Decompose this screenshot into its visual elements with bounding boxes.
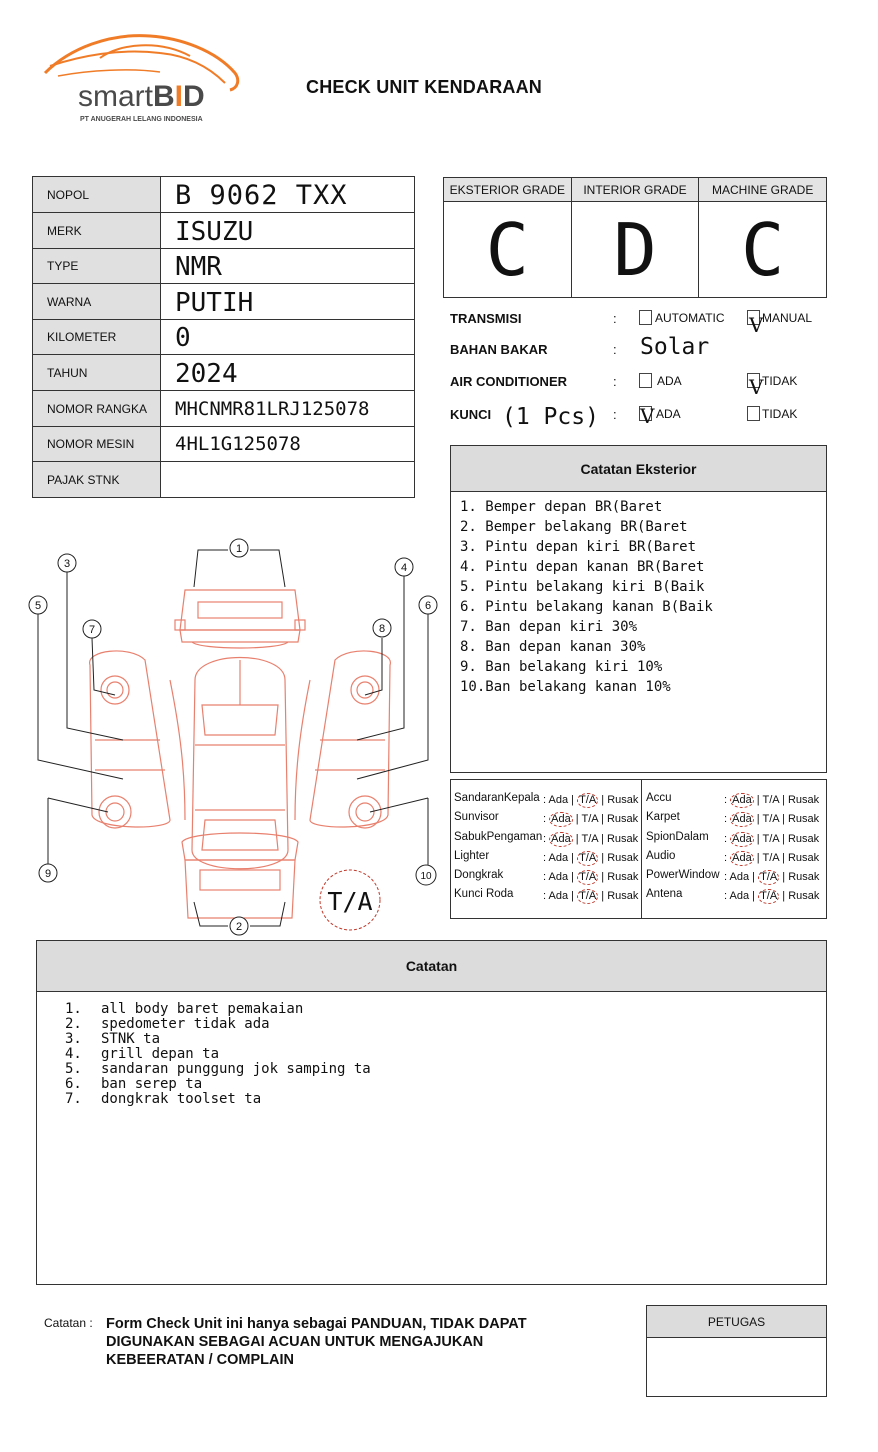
- colon: :: [613, 374, 617, 389]
- callout-6: [419, 596, 437, 614]
- separator: |: [598, 871, 608, 883]
- status-option-ada[interactable]: Ada: [732, 813, 752, 825]
- status-option-ta[interactable]: T/A: [762, 852, 779, 864]
- separator: |: [753, 813, 763, 825]
- info-value: [161, 462, 414, 497]
- callout-3: [58, 554, 76, 572]
- colon: :: [724, 890, 730, 902]
- footer-label: Catatan :: [44, 1316, 93, 1330]
- callout-number: 8: [378, 623, 386, 635]
- kunci-ada-check-mark: V: [640, 404, 655, 428]
- grade-label: EKSTERIOR GRADE: [444, 178, 571, 202]
- vehicle-info-table: [32, 176, 415, 498]
- transmisi-label: TRANSMISI: [450, 311, 522, 326]
- list-item: 4. Pintu depan kanan BR(Baret: [460, 559, 705, 575]
- status-option-rusak[interactable]: Rusak: [607, 890, 639, 902]
- list-item-number: 7.: [65, 1091, 82, 1107]
- callout-number: 6: [424, 600, 432, 612]
- list-item: [65, 1077, 826, 1092]
- colon: :: [543, 890, 549, 902]
- list-item-text: ban serep ta: [101, 1076, 203, 1092]
- status-option-rusak[interactable]: Rusak: [607, 852, 639, 864]
- separator: |: [568, 794, 578, 806]
- info-value: 4HL1G125078: [175, 433, 301, 455]
- accessory-status-options: [724, 851, 819, 866]
- callout-1: [230, 539, 248, 557]
- truck-front-view: [175, 590, 305, 648]
- callout-2: [230, 917, 248, 935]
- notes-box: [36, 940, 827, 1285]
- list-item: 10.Ban belakang kanan 10%: [460, 679, 671, 695]
- status-option-ta[interactable]: T/A: [581, 833, 598, 845]
- accessory-name: Dongkrak: [454, 869, 504, 881]
- list-item: 3. Pintu depan kiri BR(Baret: [460, 539, 697, 555]
- callout-4: [395, 558, 413, 576]
- colon: :: [724, 871, 730, 883]
- accessory-name: Accu: [646, 792, 672, 804]
- petugas-box: [646, 1305, 827, 1397]
- status-option-ada[interactable]: Ada: [548, 794, 569, 806]
- accessory-name: Kunci Roda: [454, 888, 514, 900]
- status-option-ta[interactable]: T/A: [762, 794, 779, 806]
- info-row-kilometer: [33, 320, 414, 355]
- colon: :: [613, 342, 617, 357]
- status-option-rusak[interactable]: Rusak: [787, 833, 820, 845]
- list-item: 5. Pintu belakang kiri B(Baik: [460, 579, 705, 595]
- bahan-bakar-label: BAHAN BAKAR: [450, 342, 548, 357]
- kunci-ada-option-label: ADA: [656, 407, 681, 421]
- colon: :: [543, 852, 549, 864]
- colon: :: [724, 794, 731, 806]
- separator: |: [568, 890, 578, 902]
- status-option-ada[interactable]: Ada: [551, 813, 571, 825]
- separator: |: [749, 890, 759, 902]
- info-row-nomor-mesin: [33, 427, 414, 462]
- info-label: NOPOL: [33, 177, 161, 212]
- exterior-notes-list: [451, 492, 826, 697]
- separator: |: [753, 852, 763, 864]
- stamp-text: T/A: [327, 887, 373, 916]
- info-label: TAHUN: [33, 355, 161, 390]
- accessory-status-options: [543, 889, 638, 904]
- list-item: [65, 1047, 826, 1062]
- separator: |: [779, 890, 789, 902]
- ta-stamp: [320, 870, 380, 930]
- info-row-nomor-rangka: [33, 391, 414, 427]
- truck-top-view: [192, 658, 288, 869]
- info-label: NOMOR MESIN: [33, 427, 161, 461]
- accessory-status-options: [724, 870, 819, 885]
- status-option-ta[interactable]: T/A: [760, 890, 778, 902]
- callout-number: 4: [400, 562, 408, 574]
- callout-number: 10: [420, 871, 432, 882]
- colon: :: [613, 311, 617, 326]
- bahan-bakar-value: Solar: [640, 334, 710, 360]
- status-option-rusak[interactable]: Rusak: [606, 833, 639, 845]
- brand-text-i: I: [174, 80, 184, 113]
- separator: |: [779, 852, 788, 864]
- list-item: 6. Pintu belakang kanan B(Baik: [460, 599, 713, 615]
- truck-rear-view: [182, 833, 298, 918]
- callout-number: 3: [63, 558, 71, 570]
- separator: |: [753, 794, 763, 806]
- list-item-number: 5.: [65, 1061, 82, 1077]
- status-option-ada[interactable]: Ada: [732, 833, 752, 845]
- status-option-rusak[interactable]: Rusak: [787, 813, 820, 825]
- ac-tidak-option-label: TIDAK: [762, 374, 798, 388]
- column-divider: [641, 780, 642, 918]
- separator: |: [572, 813, 582, 825]
- accessory-name: Lighter: [454, 850, 490, 862]
- company-name: PT ANUGERAH LELANG INDONESIA: [80, 116, 203, 123]
- list-item-number: 1.: [65, 1001, 82, 1017]
- manual-check-mark: V: [749, 313, 764, 337]
- status-option-ta[interactable]: T/A: [581, 813, 598, 825]
- accessory-name: Antena: [646, 888, 683, 900]
- status-option-ada[interactable]: Ada: [548, 871, 569, 883]
- separator: |: [572, 833, 582, 845]
- list-item-number: 2.: [65, 1016, 82, 1032]
- automatic-option-label: AUTOMATIC: [655, 311, 725, 325]
- grade-value: C: [741, 207, 785, 292]
- notes-title: Catatan: [37, 941, 826, 992]
- status-option-ta[interactable]: T/A: [579, 890, 597, 902]
- separator: |: [598, 794, 608, 806]
- info-label: MERK: [33, 213, 161, 248]
- truck-left-side-view: [90, 651, 185, 828]
- footer-disclaimer: Form Check Unit ini hanya sebagai PANDUAN, TIDAK DAPAT DIGUNAKAN SEBAGAI ACUAN UNTUK MENGAJUKAN KEBEERATAN / COMPLAIN: [106, 1316, 527, 1368]
- info-label: TYPE: [33, 249, 161, 283]
- status-option-ada[interactable]: Ada: [732, 794, 752, 806]
- accessory-name: Audio: [646, 850, 676, 862]
- ac-ada-option-label: ADA: [657, 374, 682, 388]
- accessory-name: SabukPengaman: [454, 831, 543, 843]
- status-option-ada[interactable]: Ada: [729, 871, 750, 883]
- exterior-notes-box: [450, 445, 827, 773]
- accessory-name: SandaranKepala: [454, 792, 540, 804]
- list-item: [65, 1032, 826, 1047]
- status-option-ta[interactable]: T/A: [762, 813, 779, 825]
- info-value: NMR: [175, 252, 222, 282]
- colon: :: [724, 852, 731, 864]
- grade-machine: [699, 178, 826, 297]
- info-value: ISUZU: [175, 217, 254, 247]
- colon: :: [543, 833, 550, 845]
- status-option-ada[interactable]: Ada: [729, 890, 750, 902]
- brand-text-b: B: [153, 80, 175, 113]
- accessory-status-options: [724, 812, 819, 827]
- list-item: [65, 1017, 826, 1032]
- callout-number: 1: [235, 543, 243, 555]
- list-item-number: 4.: [65, 1046, 82, 1062]
- status-option-rusak[interactable]: Rusak: [788, 890, 820, 902]
- separator: |: [598, 852, 608, 864]
- status-option-rusak[interactable]: Rusak: [607, 794, 639, 806]
- callout-10: [416, 865, 436, 885]
- callout-number: 7: [88, 624, 96, 636]
- list-item-text: all body baret pemakaian: [101, 1001, 304, 1017]
- accessory-status-options: [543, 870, 638, 885]
- grade-exterior: [444, 178, 572, 297]
- kunci-tidak-option-label: TIDAK: [762, 407, 798, 421]
- info-row-tahun: [33, 355, 414, 391]
- vehicle-damage-diagram: [20, 530, 445, 940]
- status-option-ta[interactable]: T/A: [579, 871, 597, 883]
- separator: |: [598, 890, 608, 902]
- colon: :: [724, 833, 731, 845]
- info-label: KILOMETER: [33, 320, 161, 354]
- info-row-warna: [33, 284, 414, 320]
- list-item: 7. Ban depan kiri 30%: [460, 619, 638, 635]
- status-option-rusak[interactable]: Rusak: [787, 852, 820, 864]
- callout-number: 5: [34, 600, 42, 612]
- status-option-ada[interactable]: Ada: [548, 890, 569, 902]
- status-option-ada[interactable]: Ada: [548, 852, 569, 864]
- separator: |: [598, 813, 607, 825]
- status-option-ta[interactable]: T/A: [762, 833, 779, 845]
- info-label: WARNA: [33, 284, 161, 319]
- status-option-ta[interactable]: T/A: [579, 852, 597, 864]
- list-item: 2. Bemper belakang BR(Baret: [460, 519, 688, 535]
- colon: :: [543, 871, 549, 883]
- status-option-ada[interactable]: Ada: [551, 833, 571, 845]
- colon: :: [724, 813, 731, 825]
- kunci-label: KUNCI: [450, 407, 492, 422]
- status-option-rusak[interactable]: Rusak: [607, 871, 639, 883]
- status-option-ta[interactable]: T/A: [760, 871, 778, 883]
- callout-number: 9: [44, 868, 52, 880]
- ac-label: AIR CONDITIONER: [450, 374, 567, 389]
- separator: |: [753, 833, 763, 845]
- list-item-number: 6.: [65, 1076, 82, 1092]
- info-row-pajak-stnk: [33, 462, 414, 497]
- callout-7: [83, 620, 101, 638]
- accessory-status-options: [724, 793, 819, 808]
- info-label: NOMOR RANGKA: [33, 391, 161, 426]
- list-item: 9. Ban belakang kiri 10%: [460, 659, 663, 675]
- separator: |: [779, 813, 788, 825]
- separator: |: [779, 794, 788, 806]
- status-option-rusak[interactable]: Rusak: [788, 871, 820, 883]
- colon: :: [543, 794, 549, 806]
- grade-label: MACHINE GRADE: [699, 178, 826, 202]
- accessory-name: Sunvisor: [454, 811, 499, 823]
- brand-text-d: D: [183, 80, 205, 113]
- list-item-text: sandaran punggung jok samping ta: [101, 1061, 371, 1077]
- kunci-count: (1 Pcs): [502, 404, 599, 430]
- separator: |: [598, 833, 607, 845]
- info-value: B 9062 TXX: [175, 180, 348, 211]
- kunci-tidak-checkbox[interactable]: [747, 406, 760, 421]
- accessory-status-options: [543, 793, 638, 808]
- grade-interior: [572, 178, 700, 297]
- list-item: [65, 1092, 826, 1107]
- info-label: PAJAK STNK: [33, 462, 161, 497]
- smartbid-logo: [40, 28, 245, 133]
- accessory-status-options: [724, 832, 819, 847]
- automatic-checkbox[interactable]: [639, 310, 652, 325]
- info-value: 0: [175, 323, 191, 353]
- list-item: [65, 1062, 826, 1077]
- truck-right-side-view: [295, 651, 390, 828]
- separator: |: [779, 871, 789, 883]
- accessory-name: PowerWindow: [646, 869, 720, 881]
- accessories-box: [450, 779, 827, 919]
- accessory-status-options: [724, 889, 819, 904]
- callout-5: [29, 596, 47, 614]
- grade-value: D: [613, 207, 657, 292]
- list-item: [65, 1002, 826, 1017]
- list-item-text: dongkrak toolset ta: [101, 1091, 262, 1107]
- list-item-text: spedometer tidak ada: [101, 1016, 270, 1032]
- notes-list: [37, 992, 826, 1107]
- status-option-ta[interactable]: T/A: [579, 794, 597, 806]
- callout-8: [373, 619, 391, 637]
- ac-tidak-check-mark: V: [749, 375, 764, 399]
- list-item-number: 3.: [65, 1031, 82, 1047]
- list-item: 1. Bemper depan BR(Baret: [460, 499, 663, 515]
- separator: |: [568, 852, 578, 864]
- accessory-name: Karpet: [646, 811, 680, 823]
- info-row-type: [33, 249, 414, 284]
- page-title: CHECK UNIT KENDARAAN: [306, 77, 542, 97]
- info-row-merk: [33, 213, 414, 249]
- accessory-status-options: [543, 812, 638, 827]
- accessory-name: SpionDalam: [646, 831, 709, 843]
- callout-number: 2: [235, 921, 243, 933]
- ac-ada-checkbox[interactable]: [639, 373, 652, 388]
- accessory-status-options: [543, 832, 638, 847]
- accessory-status-options: [543, 851, 638, 866]
- grade-value: C: [485, 207, 530, 292]
- petugas-title: PETUGAS: [647, 1306, 826, 1338]
- manual-option-label: MANUAL: [762, 311, 813, 325]
- separator: |: [568, 871, 578, 883]
- colon: :: [543, 813, 550, 825]
- separator: |: [779, 833, 788, 845]
- callout-9: [39, 864, 57, 882]
- separator: |: [749, 871, 759, 883]
- list-item-text: grill depan ta: [101, 1046, 220, 1062]
- colon: :: [613, 407, 617, 422]
- status-option-rusak[interactable]: Rusak: [787, 794, 820, 806]
- grade-table: [443, 177, 827, 298]
- info-row-nopol: [33, 177, 414, 213]
- status-option-ada[interactable]: Ada: [732, 852, 752, 864]
- info-value: 2024: [175, 359, 238, 389]
- info-value: PUTIH: [175, 288, 254, 318]
- brand-text-smart: smart: [78, 80, 153, 113]
- grade-label: INTERIOR GRADE: [572, 178, 699, 202]
- info-value: MHCNMR81LRJ125078: [175, 398, 370, 420]
- list-item-text: STNK ta: [101, 1031, 161, 1047]
- exterior-notes-title: Catatan Eksterior: [451, 446, 826, 492]
- list-item: 8. Ban depan kanan 30%: [460, 639, 646, 655]
- status-option-rusak[interactable]: Rusak: [606, 813, 639, 825]
